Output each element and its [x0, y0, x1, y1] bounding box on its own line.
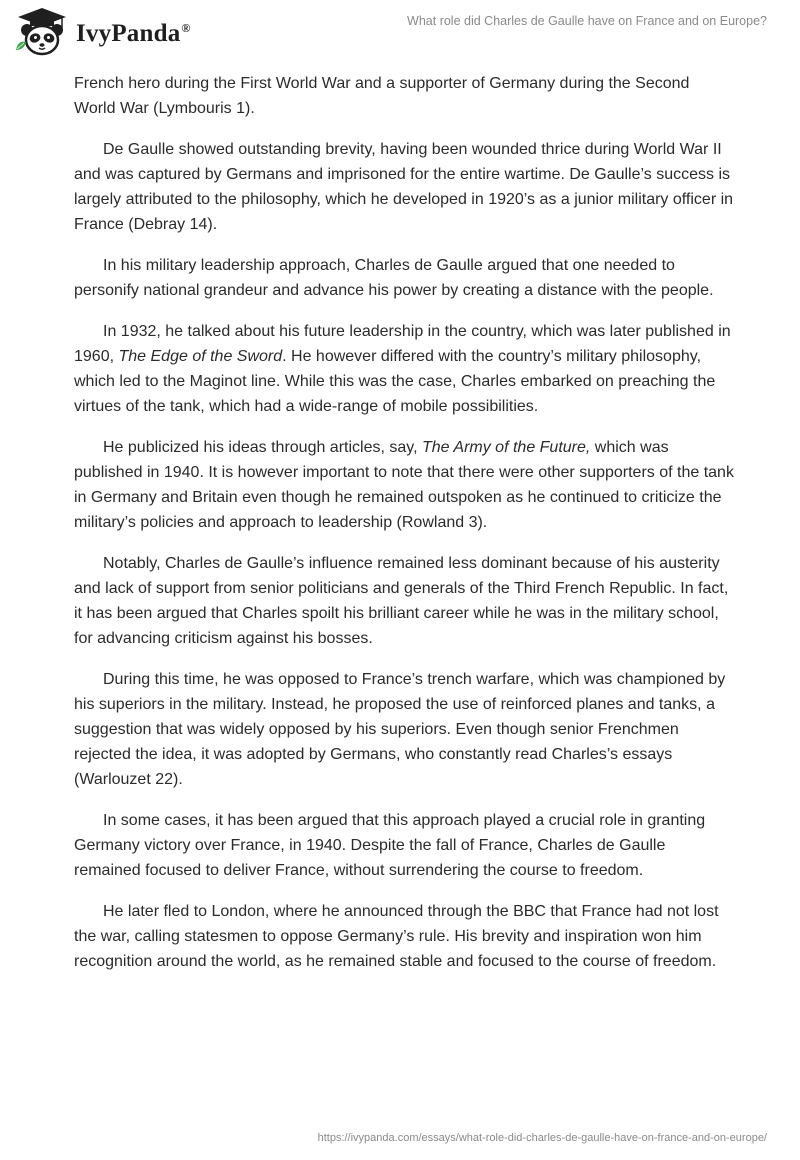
essay-paragraph	[74, 899, 734, 974]
panda-graduation-cap-icon	[14, 6, 70, 58]
page-header	[0, 0, 800, 64]
essay-paragraph	[74, 137, 734, 237]
paragraph-text: French hero during the First World War and a supporter of Germany during the Second World War (Lymbouris 1).	[74, 75, 690, 117]
ivypanda-logo[interactable]	[14, 6, 191, 58]
italic-title: The Edge of the Sword	[118, 348, 283, 365]
essay-paragraph	[74, 808, 734, 883]
essay-paragraph	[74, 667, 734, 792]
logo-wordmark	[76, 20, 191, 48]
paragraph-text: In his military leadership approach, Charles de Gaulle argued that one needed to personify national grandeur and advance his power by creating a distance with the people.	[74, 257, 714, 299]
paragraph-text: In 1932, he talked about his future leadership in the country, which was later published in 1960,	[74, 323, 731, 365]
essay-paragraph	[74, 551, 734, 651]
paragraph-text: De Gaulle showed outstanding brevity, having been wounded thrice during World War II and was captured by Germans and imprisoned for the entire wartime. De Gaulle’s success is largely attributed to the philosophy, which he developed in 1920’s as a junior military officer in France (Debray 14).	[74, 141, 734, 233]
essay-body	[74, 71, 734, 990]
source-url[interactable]: https://ivypanda.com/essays/what-role-did-charles-de-gaulle-have-on-france-and-on-europe/	[317, 1132, 767, 1144]
essay-paragraph	[74, 319, 734, 419]
paragraph-text: He later fled to London, where he announced through the BBC that France had not lost the war, calling statesmen to oppose Germany’s rule. His brevity and inspiration won him recognition around the world, as he remained stable and focused to the course of freedom.	[74, 903, 719, 970]
document-title: What role did Charles de Gaulle have on France and on Europe?	[407, 14, 767, 28]
paragraph-text: Notably, Charles de Gaulle’s influence remained less dominant because of his austerity and lack of support from senior politicians and generals of the Third French Republic. In fact, it has been argued that Charles spoilt his brilliant career while he was in the military school, for advancing criticism against his bosses.	[74, 555, 729, 647]
essay-paragraph	[74, 71, 734, 121]
paragraph-text: . He however differed with the country’s military philosophy, which led to the Maginot line. While this was the case, Charles embarked on preaching the virtues of the tank, which had a wide-range of mobile possibilities.	[74, 348, 716, 415]
registered-mark: ®	[181, 20, 191, 35]
paragraph-text: In some cases, it has been argued that this approach played a crucial role in granting Germany victory over France, in 1940. Despite the fall of France, Charles de Gaulle remained focused to deliver France, without surrendering the course to freedom.	[74, 812, 706, 879]
italic-title: The Army of the Future,	[421, 439, 591, 456]
paragraph-text: He publicized his ideas through articles, say,	[103, 439, 422, 456]
essay-paragraph	[74, 253, 734, 303]
paragraph-text: During this time, he was opposed to France’s trench warfare, which was championed by his superiors in the military. Instead, he proposed the use of reinforced planes and tanks, a suggestion that was widely opposed by his superiors. Even though senior Frenchmen rejected the idea, it was adopted by Germans, who constantly read Charles’s essays (Warlouzet 22).	[74, 671, 726, 788]
logo-wordmark-text: IvyPanda	[76, 20, 181, 47]
paragraph-text: which was published in 1940. It is however important to note that there were other supporters of the tank in Germany and Britain even though he remained outspoken as he continued to criticize the military’s policies and approach to leadership (Rowland 3).	[74, 439, 734, 531]
essay-paragraph	[74, 435, 734, 535]
